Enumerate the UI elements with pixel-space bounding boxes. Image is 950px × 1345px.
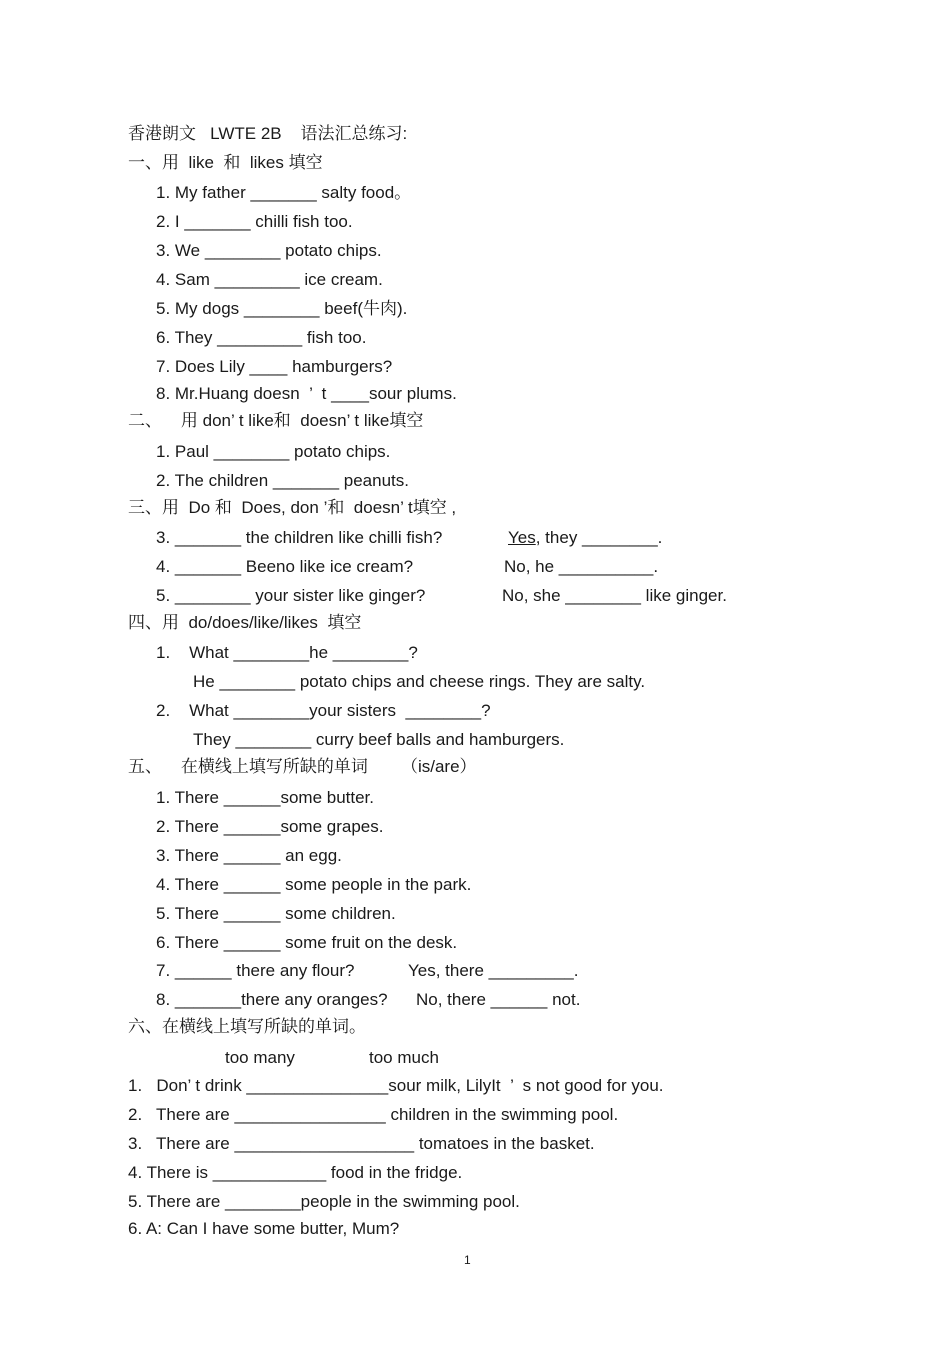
exercise-line: 5. There ______ some children. [156,904,396,923]
exercise-answer: No, she ________ like ginger. [502,586,727,605]
exercise-line: 2. There ______some grapes. [156,817,384,836]
document-title: 香港朗文 LWTE 2B 语法汇总练习: [128,124,408,143]
exercise-line: They ________ curry beef balls and hamburgers. [193,730,565,749]
exercise-line: 5. My dogs ________ beef(牛肉). [156,299,408,318]
exercise-line: 8. Mr.Huang doesn ’ t ____sour plums. [156,384,457,403]
exercise-line: 4. There ______ some people in the park. [156,875,472,894]
underlined-word: Yes [508,528,536,547]
exercise-question: 3. _______ the children like chilli fish? [156,528,443,547]
answer-rest: , they ________. [535,528,663,547]
exercise-line: 4. There is ____________ food in the fridge. [128,1163,463,1182]
section-5-heading: 五、 在横线上填写所缺的单词 （is/are） [128,757,477,776]
exercise-line: 1. My father _______ salty food。 [156,183,412,202]
option-too-many: too many [225,1048,295,1067]
exercise-line: 1. There ______some butter. [156,788,375,807]
exercise-question: 4. _______ Beeno like ice cream? [156,557,414,576]
exercise-line: 6. There ______ some fruit on the desk. [156,933,458,952]
exercise-answer: Yes, there _________. [408,961,579,980]
exercise-line: 2. The children _______ peanuts. [156,471,409,490]
exercise-line: 6. A: Can I have some butter, Mum? [128,1219,400,1238]
exercise-line: 4. Sam _________ ice cream. [156,270,383,289]
exercise-line: 3. We ________ potato chips. [156,241,382,260]
exercise-line: 2. I _______ chilli fish too. [156,212,353,231]
exercise-line: 1. What ________he ________? [156,643,418,662]
exercise-line: He ________ potato chips and cheese rings. They are salty. [193,672,646,691]
exercise-answer [508,527,662,549]
exercise-line: 1. Paul ________ potato chips. [156,442,391,461]
exercise-line: 2. There are ________________ children in the swimming pool. [128,1105,619,1124]
page-number: 1 [464,1253,471,1267]
section-2-heading: 二、 用 don’ t like和 doesn’ t like填空 [128,411,424,430]
exercise-line: 3. There ______ an egg. [156,846,342,865]
exercise-line: 5. There are ________people in the swimming pool. [128,1192,520,1211]
section-4-heading: 四、用 do/does/like/likes 填空 [128,613,362,632]
exercise-line: 3. There are ___________________ tomatoes in the basket. [128,1134,595,1153]
section-1-heading: 一、用 like 和 likes 填空 [128,153,323,172]
exercise-answer: No, he __________. [504,557,659,576]
exercise-answer: No, there ______ not. [416,990,581,1009]
exercise-line: 6. They _________ fish too. [156,328,367,347]
exercise-line: 7. Does Lily ____ hamburgers? [156,357,393,376]
exercise-line: 1. Don’ t drink _______________sour milk, LilyIt ’ s not good for you. [128,1076,664,1095]
exercise-question: 8. _______there any oranges? [156,990,388,1009]
section-6-heading: 六、在横线上填写所缺的单词。 [128,1017,366,1036]
option-too-much: too much [369,1048,439,1067]
section-3-heading: 三、用 Do 和 Does, don ’和 doesn’ t填空 , [128,498,457,517]
exercise-question: 7. ______ there any flour? [156,961,355,980]
exercise-line: 2. What ________your sisters ________? [156,701,491,720]
exercise-question: 5. ________ your sister like ginger? [156,586,426,605]
